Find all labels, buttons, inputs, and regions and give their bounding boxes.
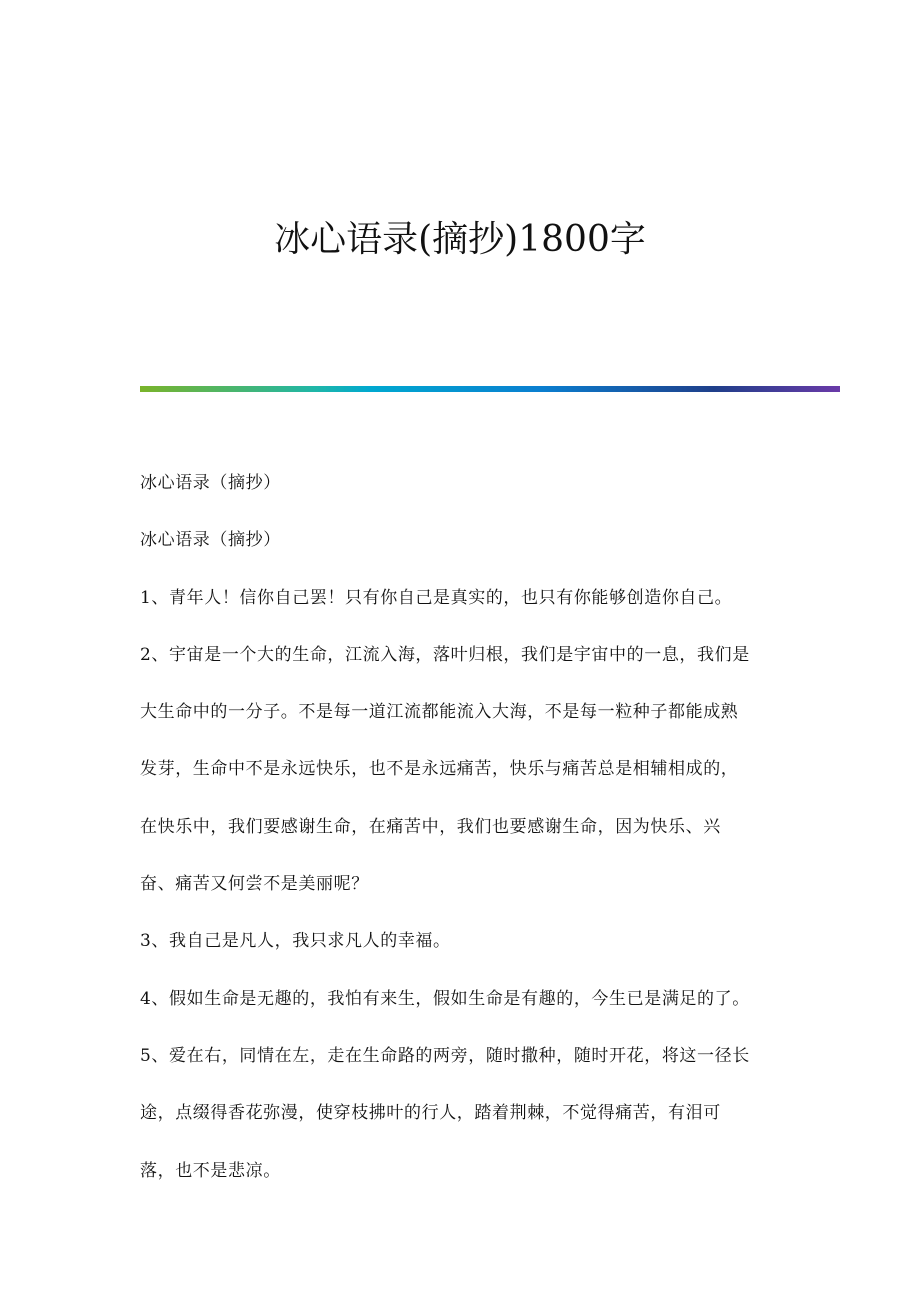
- text-line: 途，点缀得香花弥漫，使穿枝拂叶的行人，踏着荆棘，不觉得痛苦，有泪可: [140, 1103, 721, 1124]
- text-line: 在快乐中，我们要感谢生命，在痛苦中，我们也要感谢生命，因为快乐、兴: [140, 816, 721, 837]
- text-line: 奋、痛苦又何尝不是美丽呢？: [140, 874, 369, 895]
- gradient-divider: [140, 386, 840, 392]
- text-line: 冰心语录（摘抄）: [140, 473, 281, 493]
- text-line: 3、我自己是凡人，我只求凡人的幸福。: [140, 931, 451, 952]
- text-line: 大生命中的一分子。不是每一道江流都能流入大海，不是每一粒种子都能成熟: [140, 702, 739, 723]
- document-title: 冰心语录(摘抄)1800字: [274, 219, 646, 260]
- text-line: 4、假如生命是无趣的，我怕有来生，假如生命是有趣的，今生已是满足的了。: [140, 988, 750, 1009]
- text-line: 冰心语录（摘抄）: [140, 530, 281, 551]
- text-line: 2、宇宙是一个大的生命，江流入海，落叶归根，我们是宇宙中的一息，我们是: [140, 644, 750, 665]
- text-line: 5、爱在右，同情在左，走在生命路的两旁，随时撒种，随时开花，将这一径长: [140, 1045, 750, 1066]
- text-line: 发芽，生命中不是永远快乐，也不是永远痛苦，快乐与痛苦总是相辅相成的，: [140, 759, 739, 780]
- text-line: 1、青年人！信你自己罢！只有你自己是真实的，也只有你能够创造你自己。: [140, 587, 733, 608]
- document-body: [140, 468, 750, 1213]
- text-line: 落，也不是悲凉。: [140, 1160, 281, 1181]
